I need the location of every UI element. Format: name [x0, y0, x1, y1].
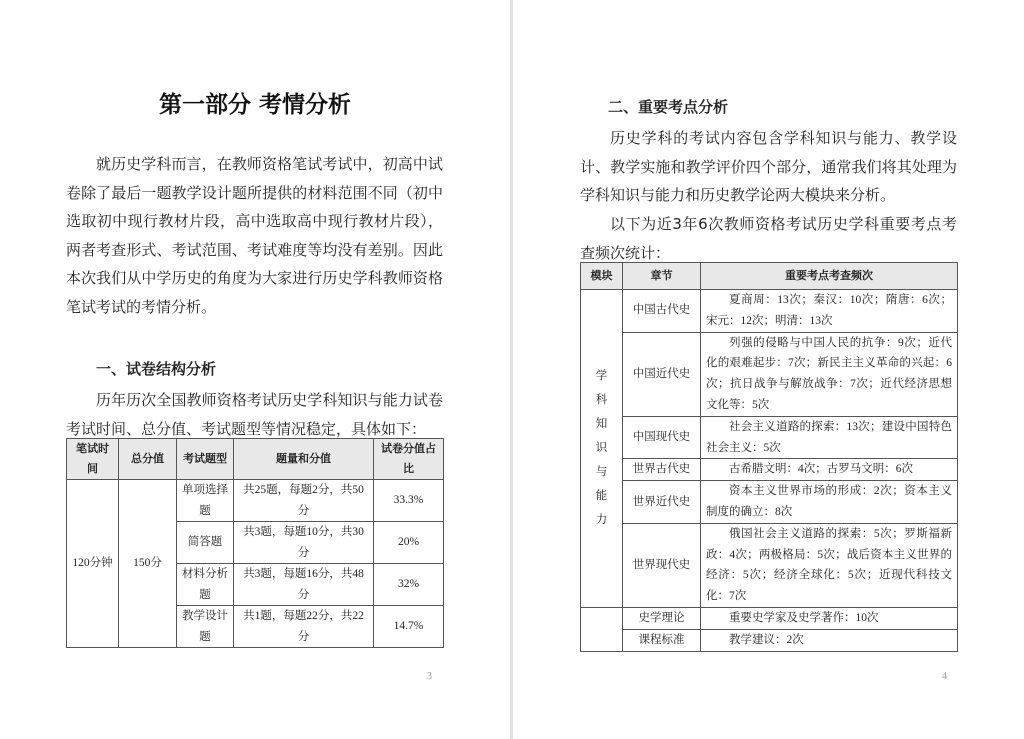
section-paragraph: 以下为近3年6次教师资格考试历史学科重要考点考查频次统计： — [580, 215, 957, 262]
page-number: 4 — [942, 671, 947, 682]
table-row — [67, 480, 444, 522]
page-title: 第一部分 考情分析 — [158, 92, 351, 118]
table-row — [581, 523, 958, 607]
table-header: 章节 — [623, 263, 701, 290]
chapter-cell: 中国古代史 — [623, 290, 701, 333]
exam-time-cell: 120分钟 — [67, 480, 119, 648]
points-cell: 资本主义世界市场的形成：2次；资本主义制度的确立：8次 — [701, 481, 958, 524]
points-cell: 列强的侵略与中国人民的抗争：9次；近代化的艰难起步：7次；新民主主义革命的兴起：6次；抗日战争与解放战争：7次；近代经济思想文化等：5次 — [701, 332, 958, 416]
chapter-cell: 世界古代史 — [623, 459, 701, 481]
exam-structure-table — [66, 438, 444, 648]
question-type-cell: 简答题 — [177, 522, 234, 564]
question-type-cell: 教学设计题 — [177, 606, 234, 648]
points-cell: 重要史学家及史学著作：10次 — [701, 607, 958, 629]
question-type-cell: 单项选择题 — [177, 480, 234, 522]
table-row — [581, 416, 958, 459]
chapter-cell: 世界近代史 — [623, 481, 701, 524]
share-cell: 14.7% — [374, 606, 444, 648]
left-page — [0, 0, 510, 739]
amount-cell: 共3题，每题16分，共48分 — [234, 564, 374, 606]
amount-cell: 共3题，每题10分，共30分 — [234, 522, 374, 564]
section-paragraph: 历史学科的考试内容包含学科知识与能力、教学设计、教学实施和教学评价四个部分，通常我们将其处理为学科知识与能力和历史教学论两大模块来分析。 — [580, 129, 957, 205]
table-row — [581, 332, 958, 416]
module-cell-empty — [581, 607, 623, 651]
table-row — [581, 607, 958, 629]
share-cell: 20% — [374, 522, 444, 564]
points-cell: 社会主义道路的探索：13次；建设中国特色社会主义：5次 — [701, 416, 958, 459]
share-cell: 33.3% — [374, 480, 444, 522]
table-header: 笔试时间 — [67, 439, 119, 480]
key-points-table — [580, 262, 958, 652]
amount-cell: 共25题，每题2分，共50分 — [234, 480, 374, 522]
chapter-cell: 中国现代史 — [623, 416, 701, 459]
table-row — [581, 459, 958, 481]
page-number: 3 — [427, 671, 432, 682]
section-heading: 二、重要考点分析 — [608, 98, 729, 116]
chapter-cell: 世界现代史 — [623, 523, 701, 607]
table-row — [581, 290, 958, 333]
section-paragraph: 历年历次全国教师资格考试历史学科知识与能力试卷考试时间、总分值、考试题型等情况稳定，具体如下： — [66, 391, 443, 438]
module-cell: 学科知识与能力 — [581, 290, 623, 608]
chapter-cell: 史学理论 — [623, 607, 701, 629]
table-row — [581, 481, 958, 524]
table-header-row — [581, 263, 958, 290]
table-header: 模块 — [581, 263, 623, 290]
points-cell: 夏商周：13次；秦汉：10次；隋唐：6次；宋元：12次；明清：13次 — [701, 290, 958, 333]
points-cell: 教学建议：2次 — [701, 629, 958, 651]
total-score-cell: 150分 — [119, 480, 177, 648]
table-row — [581, 629, 958, 651]
table-header-row — [67, 439, 444, 480]
points-cell: 古希腊文明：4次；古罗马文明：6次 — [701, 459, 958, 481]
table-header: 试卷分值占比 — [374, 439, 444, 480]
table-header: 重要考点考查频次 — [701, 263, 958, 290]
points-cell: 俄国社会主义道路的探索：5次；罗斯福新政：4次；两极格局：5次；战后资本主义世界的经济：5次；经济全球化：5次；近现代科技文化：7次 — [701, 523, 958, 607]
intro-paragraph: 就历史学科而言，在教师资格笔试考试中，初高中试卷除了最后一题教学设计题所提供的材料范围不同（初中选取初中现行教材片段，高中选取高中现行教材片段），两者考查形式、考试范围、考试难度等均没有差别。因此本次我们从中学历史的角度为大家进行历史学科教师资格笔试考试的考情分析。 — [66, 155, 443, 316]
question-type-cell: 材料分析题 — [177, 564, 234, 606]
amount-cell: 共1题，每题22分，共22分 — [234, 606, 374, 648]
chapter-cell: 中国近代史 — [623, 332, 701, 416]
table-header: 题量和分值 — [234, 439, 374, 480]
share-cell: 32% — [374, 564, 444, 606]
section-heading: 一、试卷结构分析 — [96, 360, 217, 378]
table-header: 考试题型 — [177, 439, 234, 480]
chapter-cell: 课程标准 — [623, 629, 701, 651]
table-header: 总分值 — [119, 439, 177, 480]
